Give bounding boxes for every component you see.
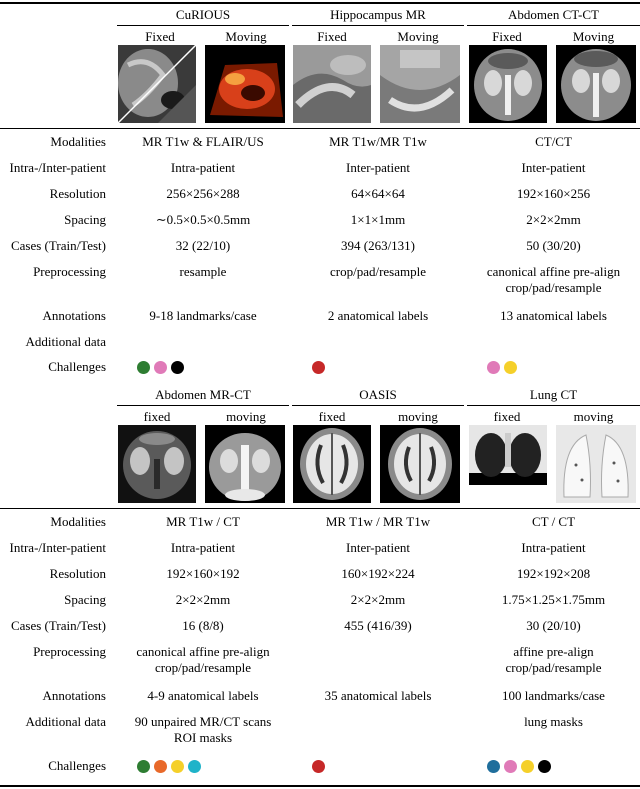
table-cell: 192×192×208 — [516, 566, 591, 581]
abdomen-ct-moving-image — [556, 45, 636, 123]
abdomen-mr-fixed-image — [118, 425, 196, 503]
dataset-name: Abdomen CT-CT — [508, 7, 599, 22]
challenge-dot — [521, 760, 534, 773]
table-cell: 64×64×64 — [351, 186, 405, 201]
challenge-dot — [538, 760, 551, 773]
table-cell: 13 anatomical labels — [500, 308, 607, 323]
table-cell: Inter-patient — [521, 160, 586, 175]
row-label: Annotations — [42, 308, 106, 323]
table-cell: 455 (416/39) — [344, 618, 412, 633]
table-cell: crop/pad/resample — [505, 280, 602, 295]
sub-label-fixed: fixed — [493, 409, 521, 424]
table-cell: 30 (20/10) — [526, 618, 581, 633]
row-label: Intra-/Inter-patient — [9, 540, 106, 555]
challenge-dot — [312, 760, 325, 773]
sub-label-moving: Moving — [397, 29, 439, 44]
row-label: Spacing — [64, 212, 106, 227]
dataset-name: Abdomen MR-CT — [155, 387, 251, 402]
table-cell: CT / CT — [531, 514, 576, 529]
col-underline — [292, 405, 464, 406]
sub-label-moving: Moving — [572, 29, 615, 44]
table-cell: 9-18 landmarks/case — [149, 308, 257, 323]
abdomen-ct-fixed-image — [469, 45, 547, 123]
row-label: Intra-/Inter-patient — [9, 160, 106, 175]
table-cell: crop/pad/resample — [154, 660, 251, 675]
row-label: Resolution — [49, 566, 106, 581]
table-cell: affine pre-align — [513, 644, 594, 659]
challenge-dot — [171, 760, 184, 773]
sub-label-moving: moving — [226, 409, 266, 424]
table-cell: Intra-patient — [170, 540, 236, 555]
table-cell: ∼0.5×0.5×0.5mm — [155, 212, 251, 227]
sub-label-fixed: Fixed — [145, 29, 175, 44]
col-underline — [117, 25, 289, 26]
table-cell: MR T1w & FLAIR/US — [142, 134, 264, 149]
table-cell: 2 anatomical labels — [327, 308, 429, 323]
table-cell: canonical affine pre-align — [136, 644, 270, 659]
table-cell: 2×2×2mm — [175, 592, 231, 607]
row-label: Modalities — [50, 514, 106, 529]
challenge-dot — [487, 361, 500, 374]
table-cell: MR T1w / MR T1w — [325, 514, 431, 529]
table-cell: canonical affine pre-align — [486, 264, 621, 279]
sub-label-fixed: fixed — [143, 409, 171, 424]
dataset-name: Hippocampus MR — [330, 7, 426, 22]
challenge-dot — [154, 361, 167, 374]
challenge-dots — [137, 760, 201, 773]
row-label: Challenges — [48, 758, 106, 773]
row-label: Preprocessing — [33, 264, 106, 279]
challenge-dot — [171, 361, 184, 374]
table-cell: 16 (8/8) — [182, 618, 224, 633]
row-label: Cases (Train/Test) — [10, 238, 106, 253]
col-underline — [467, 405, 640, 406]
table-cell: CT/CT — [535, 134, 572, 149]
table-cell: 160×192×224 — [341, 566, 415, 581]
lung-moving-image — [556, 425, 636, 503]
bottom-rule — [0, 785, 640, 787]
table-cell: Inter-patient — [346, 540, 410, 555]
table-cell: 90 unpaired MR/CT scans — [134, 714, 272, 729]
sub-label-fixed: Fixed — [492, 29, 522, 44]
challenge-dots — [137, 361, 184, 374]
challenge-dots — [487, 760, 551, 773]
row-label: Resolution — [49, 186, 106, 201]
sub-label-moving: moving — [398, 409, 438, 424]
challenge-dots — [312, 760, 325, 773]
col-underline — [117, 405, 289, 406]
col-underline — [467, 25, 640, 26]
row-label: Modalities — [50, 134, 106, 149]
row-label: Spacing — [64, 592, 106, 607]
challenge-dot — [504, 760, 517, 773]
sub-label-moving: moving — [573, 409, 614, 424]
abdomen-mr-moving-image — [205, 425, 285, 503]
table-cell: 100 landmarks/case — [502, 688, 605, 703]
header-rule-2 — [0, 508, 640, 509]
table-cell: 1.75×1.25×1.75mm — [501, 592, 606, 607]
oasis-moving-image — [380, 425, 460, 503]
table-cell: 32 (22/10) — [175, 238, 231, 253]
table-cell: 1×1×1mm — [350, 212, 406, 227]
dataset-name: Lung CT — [529, 387, 578, 402]
table-cell: 256×256×288 — [166, 186, 240, 201]
challenge-dot — [137, 361, 150, 374]
table-cell: Intra-patient — [521, 540, 586, 555]
sub-label-moving: Moving — [225, 29, 267, 44]
table-cell: Intra-patient — [170, 160, 236, 175]
header-rule-1 — [0, 128, 640, 129]
dataset-name: CuRIOUS — [175, 7, 231, 22]
curious-fixed-image — [118, 45, 196, 123]
table-cell: crop/pad/resample — [329, 264, 426, 279]
table-cell: ROI masks — [173, 730, 233, 745]
challenge-dot — [154, 760, 167, 773]
table-cell: lung masks — [524, 714, 583, 729]
row-label: Annotations — [42, 688, 106, 703]
row-label: Cases (Train/Test) — [10, 618, 106, 633]
table-cell: MR T1w / CT — [166, 514, 240, 529]
hippocampus-fixed-image — [293, 45, 371, 123]
row-label: Additional data — [25, 334, 106, 349]
table-cell: 4-9 anatomical labels — [147, 688, 259, 703]
table-cell: 2×2×2mm — [350, 592, 406, 607]
sub-label-fixed: fixed — [318, 409, 346, 424]
table-cell: MR T1w/MR T1w — [329, 134, 427, 149]
row-label: Preprocessing — [33, 644, 106, 659]
table-cell: 192×160×192 — [166, 566, 240, 581]
table-cell: 35 anatomical labels — [324, 688, 432, 703]
hippocampus-moving-image — [380, 45, 460, 123]
row-label: Challenges — [48, 359, 106, 374]
row-label: Additional data — [25, 714, 106, 729]
challenge-dot — [504, 361, 517, 374]
table-cell: 50 (30/20) — [526, 238, 581, 253]
challenge-dot — [487, 760, 500, 773]
challenge-dot — [188, 760, 201, 773]
sub-label-fixed: Fixed — [317, 29, 347, 44]
challenge-dot — [137, 760, 150, 773]
table-cell: 394 (263/131) — [340, 238, 416, 253]
challenge-dots — [487, 361, 517, 374]
table-cell: 2×2×2mm — [526, 212, 581, 227]
dataset-name: OASIS — [359, 387, 397, 402]
table-cell: resample — [179, 264, 227, 279]
top-rule — [0, 2, 640, 4]
table-cell: crop/pad/resample — [505, 660, 602, 675]
col-underline — [292, 25, 464, 26]
challenge-dot — [312, 361, 325, 374]
oasis-fixed-image — [293, 425, 371, 503]
lung-fixed-image — [469, 425, 547, 485]
table-cell: 192×160×256 — [516, 186, 591, 201]
curious-moving-image — [205, 45, 285, 123]
table-cell: Inter-patient — [346, 160, 410, 175]
challenge-dots — [312, 361, 325, 374]
